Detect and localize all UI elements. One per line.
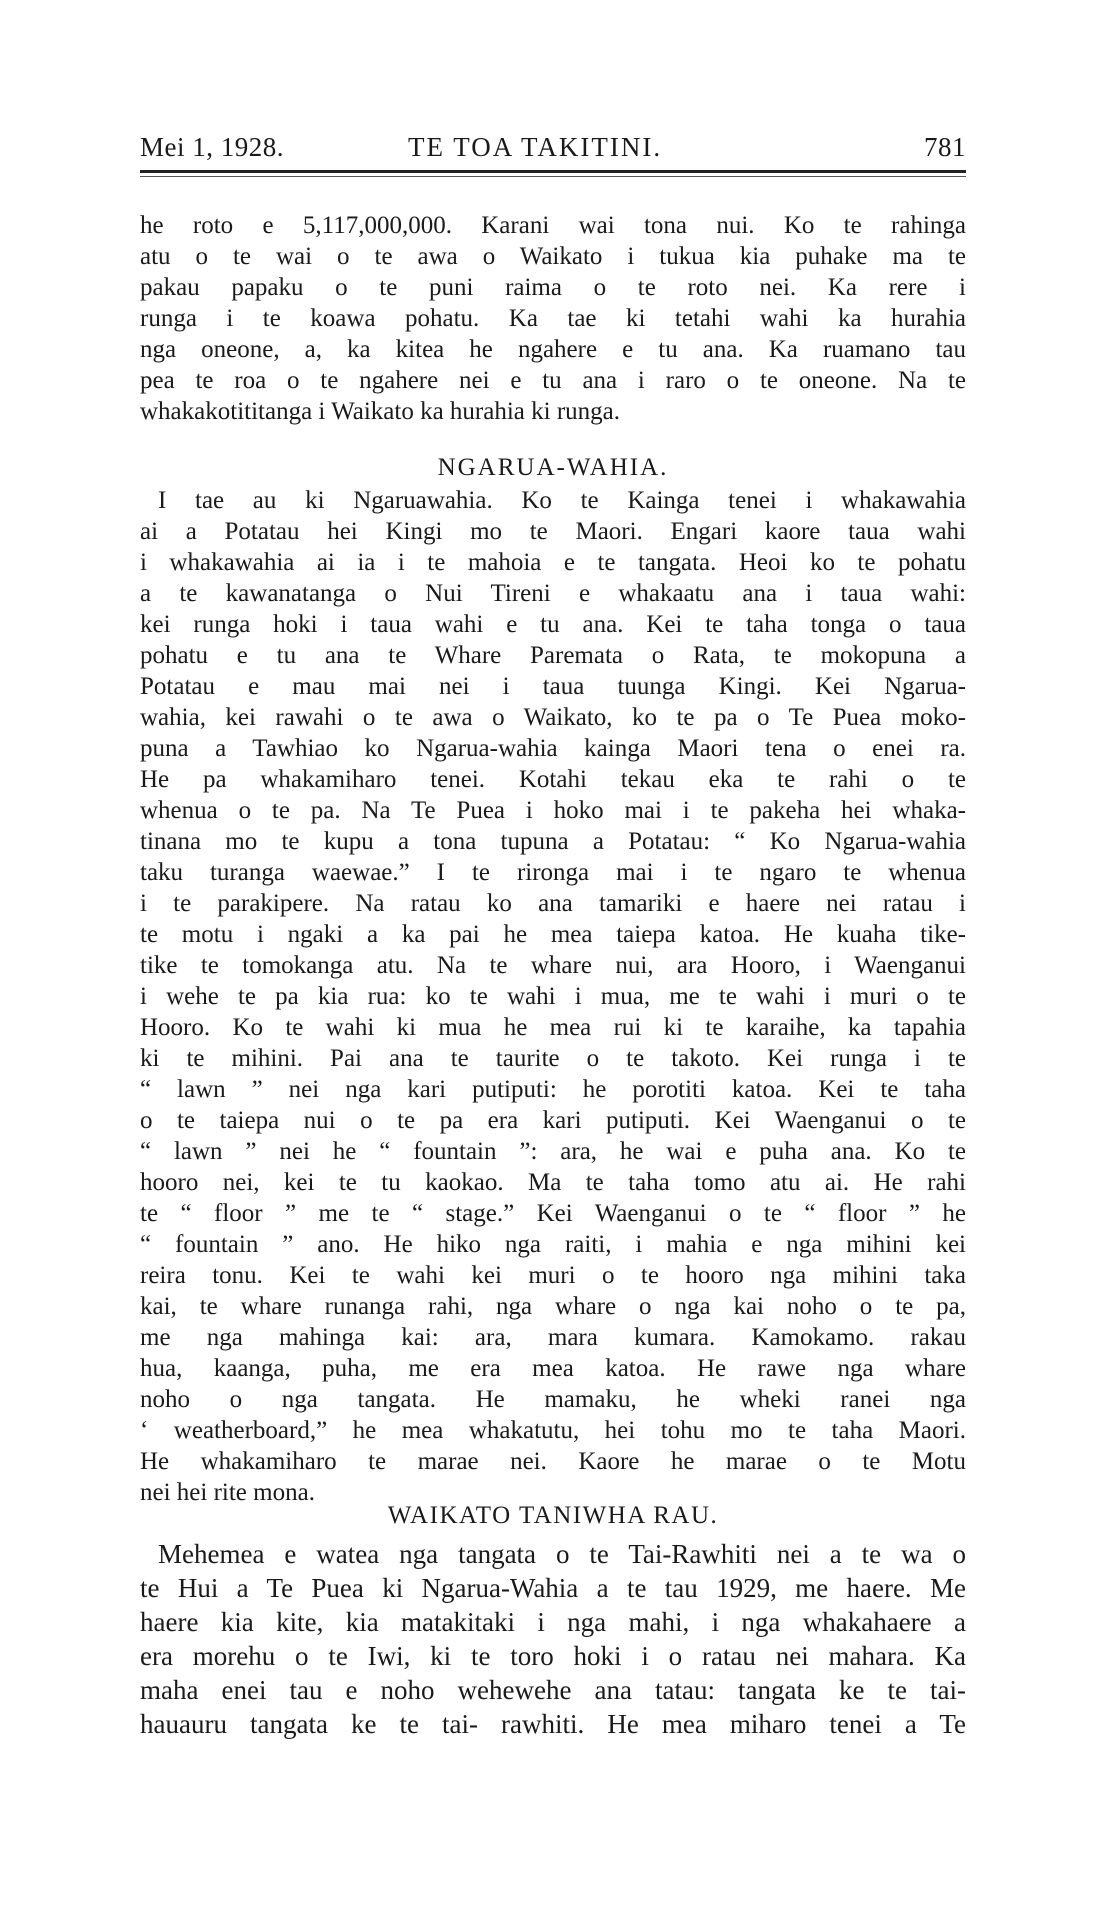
text-line: Mehemea e watea nga tangata o te Tai-Rawhiti nei a te wa o bbox=[158, 1539, 966, 1569]
text-line: era morehu o te Iwi, ki te toro hoki i o ratau nei mahara. Ka bbox=[140, 1641, 966, 1671]
text-line: He whakamiharo te marae nei. Kaore he marae o te Motu bbox=[140, 1448, 966, 1475]
text-line: hauauru tangata ke te tai- rawhiti. He mea miharo tenei a Te bbox=[140, 1709, 966, 1739]
text-line: wahia, kei rawahi o te awa o Waikato, ko te pa o Te Puea moko- bbox=[140, 704, 966, 731]
text-line: i wehe te pa kia rua: ko te wahi i mua, me te wahi i muri o te bbox=[140, 983, 966, 1010]
text-line: runga i te koawa pohatu. Ka tae ki tetahi wahi ka hurahia bbox=[140, 305, 966, 332]
text-line: “ lawn ” nei nga kari putiputi: he porotiti katoa. Kei te taha bbox=[140, 1076, 966, 1103]
text-line: atu o te wai o te awa o Waikato i tukua kia puhake ma te bbox=[140, 243, 966, 270]
text-line: i te parakipere. Na ratau ko ana tamariki e haere nei ratau i bbox=[140, 890, 966, 917]
text-line: tike te tomokanga atu. Na te whare nui, ara Hooro, i Waenganui bbox=[140, 952, 966, 979]
text-line: me nga mahinga kai: ara, mara kumara. Kamokamo. rakau bbox=[140, 1324, 966, 1351]
text-line: “ fountain ” ano. He hiko nga raiti, i mahia e nga mihini kei bbox=[140, 1231, 966, 1258]
text-line: kai, te whare runanga rahi, nga whare o nga kai noho o te pa, bbox=[140, 1293, 966, 1320]
text-line: te “ floor ” me te “ stage.” Kei Waenganui o te “ floor ” he bbox=[140, 1200, 966, 1227]
text-line: Potatau e mau mai nei i taua tuunga Kingi. Kei Ngarua- bbox=[140, 673, 966, 700]
text-line: o te taiepa nui o te pa era kari putiputi. Kei Waenganui o te bbox=[140, 1107, 966, 1134]
text-line: kei runga hoki i taua wahi e tu ana. Kei te taha tonga o taua bbox=[140, 611, 966, 638]
text-line: te motu i ngaki a ka pai he mea taiepa katoa. He kuaha tike- bbox=[140, 921, 966, 948]
header-date: Mei 1, 1928. bbox=[140, 132, 284, 162]
text-line: ai a Potatau hei Kingi mo te Maori. Engari kaore taua wahi bbox=[140, 518, 966, 545]
text-line: pakau papaku o te puni raima o te roto nei. Ka rere i bbox=[140, 274, 966, 301]
paragraph-roto bbox=[140, 210, 966, 427]
text-line: nga oneone, a, ka kitea he ngahere e tu ana. Ka ruamano tau bbox=[140, 336, 966, 363]
header-rule-thick bbox=[140, 170, 966, 173]
text-line: ki te mihini. Pai ana te taurite o te takoto. Kei runga i te bbox=[140, 1045, 966, 1072]
text-line: hooro nei, kei te tu kaokao. Ma te taha tomo atu ai. He rahi bbox=[140, 1169, 966, 1196]
text-line: pohatu e tu ana te Whare Paremata o Rata, te mokopuna a bbox=[140, 642, 966, 669]
text-line: noho o nga tangata. He mamaku, he wheki ranei nga bbox=[140, 1386, 966, 1413]
text-line: Hooro. Ko te wahi ki mua he mea rui ki te karaihe, ka tapahia bbox=[140, 1014, 966, 1041]
text-line: taku turanga waewae.” I te rironga mai i te ngaro te whenua bbox=[140, 859, 966, 886]
page-header bbox=[140, 130, 966, 170]
text-line: te Hui a Te Puea ki Ngarua-Wahia a te tau 1929, me haere. Me bbox=[140, 1573, 966, 1603]
text-line: whakakotititanga i Waikato ka hurahia ki runga. bbox=[140, 398, 621, 425]
text-line: ‘ weatherboard,” he mea whakatutu, hei tohu mo te taha Maori. bbox=[140, 1417, 966, 1444]
text-line: haere kia kite, kia matakitaki i nga mahi, i nga whakahaere a bbox=[140, 1607, 966, 1637]
text-line: he roto e 5,117,000,000. Karani wai tona nui. Ko te rahinga bbox=[140, 212, 966, 239]
text-line: tinana mo te kupu a tona tupuna a Potatau: “ Ko Ngarua-wahia bbox=[140, 828, 966, 855]
section-heading-waikato-taniwha-rau: WAIKATO TANIWHA RAU. bbox=[387, 1502, 719, 1529]
text-line: pea te roa o te ngahere nei e tu ana i raro o te oneone. Na te bbox=[140, 367, 966, 394]
paragraph-waikato-taniwha-rau bbox=[140, 1537, 966, 1741]
text-line: whenua o te pa. Na Te Puea i hoko mai i te pakeha hei whaka- bbox=[140, 797, 966, 824]
section-heading-ngarua-wahia: NGARUA-WAHIA. bbox=[437, 454, 669, 481]
text-line: “ lawn ” nei he “ fountain ”: ara, he wai e puha ana. Ko te bbox=[140, 1138, 966, 1165]
header-rule-thin bbox=[140, 176, 966, 177]
header-title: TE TOA TAKITINI. bbox=[408, 132, 663, 162]
text-line: puna a Tawhiao ko Ngarua-wahia kainga Maori tena o enei ra. bbox=[140, 735, 966, 762]
page-number: 781 bbox=[924, 132, 966, 162]
text-line: nei hei rite mona. bbox=[140, 1479, 315, 1506]
paragraph-ngarua-wahia bbox=[140, 485, 966, 1508]
text-line: He pa whakamiharo tenei. Kotahi tekau eka te rahi o te bbox=[140, 766, 966, 793]
text-line: i whakawahia ai ia i te mahoia e te tangata. Heoi ko te pohatu bbox=[140, 549, 966, 576]
text-line: hua, kaanga, puha, me era mea katoa. He rawe nga whare bbox=[140, 1355, 966, 1382]
text-line: a te kawanatanga o Nui Tireni e whakaatu ana i taua wahi: bbox=[140, 580, 966, 607]
text-line: reira tonu. Kei te wahi kei muri o te hooro nga mihini taka bbox=[140, 1262, 966, 1289]
text-line: I tae au ki Ngaruawahia. Ko te Kainga tenei i whakawahia bbox=[158, 487, 966, 514]
text-line: maha enei tau e noho wehewehe ana tatau: tangata ke te tai- bbox=[140, 1675, 966, 1705]
